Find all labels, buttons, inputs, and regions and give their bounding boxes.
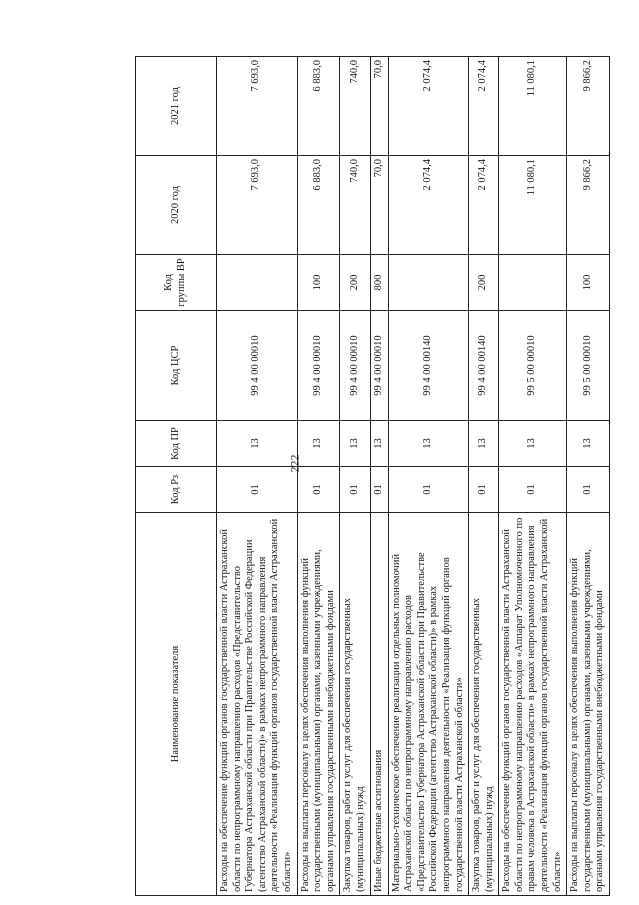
row-name: Закупка товаров, работ и услуг для обеспечения государственных (муниципальных) нужд [469,513,499,896]
row-csr: 99 4 00 00010 [370,311,388,421]
row-rz: 01 [340,467,370,513]
row-csr: 99 4 00 00010 [340,311,370,421]
row-2020: 2 074,4 [469,156,499,255]
row-pr: 13 [499,421,567,467]
table-row [388,57,469,896]
header-rz: Код Рз [136,467,217,513]
row-csr: 99 5 00 00010 [567,311,610,421]
table-row [370,57,388,896]
header-name: Наименование показателя [136,513,217,896]
row-vr [217,255,298,311]
row-2020: 11 080,1 [499,156,567,255]
row-name: Закупка товаров, работ и услуг для обеспечения государственных (муниципальных) нужд [340,513,370,896]
row-vr: 200 [469,255,499,311]
row-name: Расходы на выплаты персоналу в целях обеспечения выполнения функций государственными (муниципальными) органами, казенными учреждениями, органами управления государственными внебюджетными фондами [297,513,340,896]
row-2020: 6 883,0 [297,156,340,255]
header-vr: Код группы ВР [136,255,217,311]
row-vr [388,255,469,311]
header-pr: Код ПР [136,421,217,467]
table-header-row [136,57,217,896]
row-2020: 740,0 [340,156,370,255]
header-csr: Код ЦСР [136,311,217,421]
table-row [217,57,298,896]
row-name: Материально-техническое обеспечение реализации отдельных полномочий Астраханской области по непрограммному направлению расходов «Представительство Губернатора Астраханской области при Правительстве Российской Федерации (агентство Астраханской области)» в рамках непрограммного направления деятельности «Реализация функций органов государственной власти Астраханской области» [388,513,469,896]
row-pr: 13 [217,421,298,467]
row-csr: 99 5 00 00010 [499,311,567,421]
row-2021: 7 693,0 [217,57,298,156]
row-2021: 9 866,2 [567,57,610,156]
row-rz: 01 [370,467,388,513]
row-name: Расходы на обеспечение функций органов государственной власти Астраханской области по непрограммному направлению расходов «Представительство Губернатора Астраханской области при Правительстве Российской Федерации (агентство Астраханской области)» в рамках непрограммного направления деятельности «Реализация функций органов государственной власти Астраханской области» [217,513,298,896]
header-2020: 2020 год [136,156,217,255]
rotated-table-area [135,57,606,896]
row-pr: 13 [469,421,499,467]
row-2020: 9 866,2 [567,156,610,255]
row-rz: 01 [388,467,469,513]
row-csr: 99 4 00 00010 [217,311,298,421]
row-csr: 99 4 00 00140 [388,311,469,421]
row-2021: 2 074,4 [388,57,469,156]
row-vr: 200 [340,255,370,311]
row-vr [499,255,567,311]
row-2021: 6 883,0 [297,57,340,156]
row-pr: 13 [370,421,388,467]
row-rz: 01 [297,467,340,513]
table-row [567,57,610,896]
page-number: 222 [287,454,302,473]
budget-table [135,56,610,896]
row-2020: 70,0 [370,156,388,255]
row-pr: 13 [297,421,340,467]
row-csr: 99 4 00 00010 [297,311,340,421]
row-2021: 11 080,1 [499,57,567,156]
table-row [340,57,370,896]
row-rz: 01 [469,467,499,513]
row-2020: 2 074,4 [388,156,469,255]
row-name: Иные бюджетные ассигнования [370,513,388,896]
row-pr: 13 [340,421,370,467]
row-rz: 01 [567,467,610,513]
row-pr: 13 [567,421,610,467]
row-name: Расходы на обеспечение функций органов государственной власти Астраханской области по непрограммному направлению расходов «Аппарат Уполномоченного по правам человека в Астраханской области» в рамках непрограммного направления деятельности «Реализация функций органов государственной власти Астраханской области» [499,513,567,896]
row-rz: 01 [499,467,567,513]
row-2021: 2 074,4 [469,57,499,156]
row-vr: 100 [567,255,610,311]
header-2021: 2021 год [136,57,217,156]
row-2020: 7 693,0 [217,156,298,255]
row-2021: 70,0 [370,57,388,156]
row-name: Расходы на выплаты персоналу в целях обеспечения выполнения функций государственными (муниципальными) органами, казенными учреждениями, органами управления государственными внебюджетными фондами [567,513,610,896]
row-vr: 800 [370,255,388,311]
table-row [469,57,499,896]
row-rz: 01 [217,467,298,513]
table-row [499,57,567,896]
table-row [297,57,340,896]
row-vr: 100 [297,255,340,311]
rotated-table-content [135,57,606,896]
row-pr: 13 [388,421,469,467]
row-2021: 740,0 [340,57,370,156]
row-csr: 99 4 00 00140 [469,311,499,421]
